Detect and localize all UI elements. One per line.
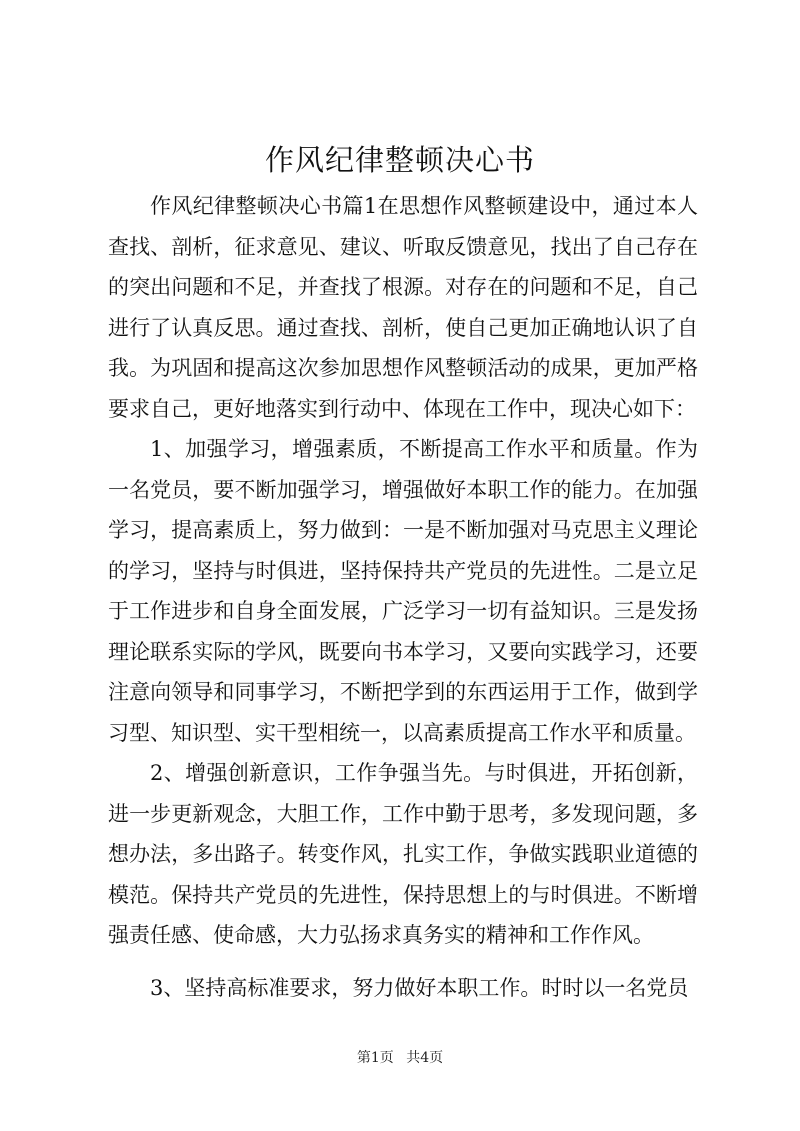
document-body <box>108 186 698 1008</box>
paragraph-item-3: 3、坚持高标准要求，努力做好本职工作。时时以一名党员 <box>150 975 689 1000</box>
document-title: 作风纪律整顿决心书 <box>264 143 535 177</box>
paragraph-spacer <box>108 956 698 968</box>
paragraph-item-1: 1、加强学习，增强素质，不断提高工作水平和质量。作为一名党员，要不断加强学习，增强做好本职工作的能力。在加强学习，提高素质上，努力做到：一是不断加强对马克思主义理论的学习，坚持与时俱进，坚持保持共产党员的先进性。二是立足于工作进步和自身全面发展，广泛学习一切有益知识。三是发扬理论联系实际的学风，既要向书本学习，又要向实践学习，还要注意向领导和同事学习，不断把学到的东西运用于工作，做到学习型、知识型、实干型相统一，以高素质提高工作水平和质量。 <box>108 437 698 745</box>
page-footer <box>0 1048 800 1068</box>
paragraph-item-2: 2、增强创新意识，工作争强当先。与时俱进，开拓创新，进一步更新观念，大胆工作，工作中勤于思考，多发现问题，多想办法，多出路子。转变作风，扎实工作，争做实践职业道德的模范。保持共产党员的先进性，保持思想上的与时俱进。不断增强责任感、使命感，大力弘扬求真务实的精神和工作作风。 <box>108 761 698 947</box>
page-number: 第1页 <box>356 1050 394 1066</box>
page-total: 共4页 <box>406 1050 444 1066</box>
paragraph-intro: 作风纪律整顿决心书篇1在思想作风整顿建设中，通过本人查找、剖析，征求意见、建议、听取反馈意见，找出了自己存在的突出问题和不足，并查找了根源。对存在的问题和不足，自己进行了认真反思。通过查找、剖析，使自己更加正确地认识了自我。为巩固和提高这次参加思想作风整顿活动的成果，更加严格要求自己，更好地落实到行动中、体现在工作中，现决心如下： <box>108 194 698 421</box>
